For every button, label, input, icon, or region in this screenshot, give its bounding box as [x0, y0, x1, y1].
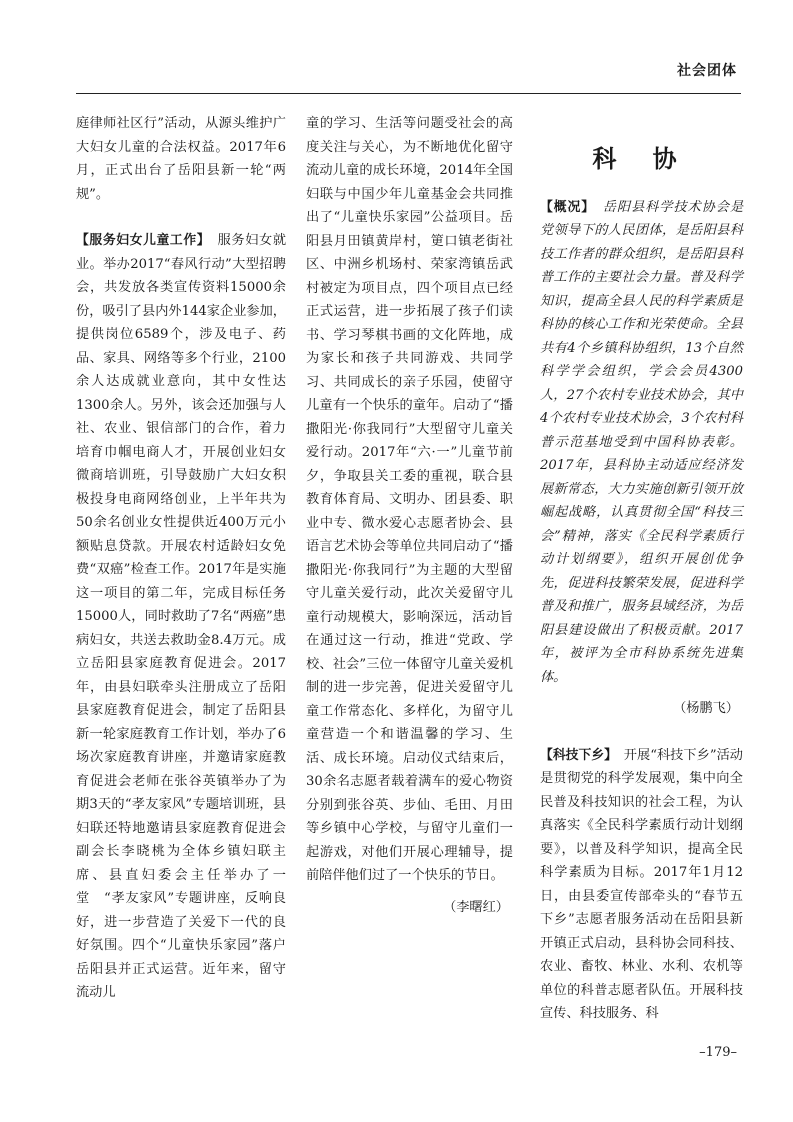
- author-signature: （李曙红）: [443, 899, 509, 915]
- header-rule: [76, 93, 741, 94]
- paragraph-tech-rural: [540, 744, 743, 1026]
- paragraph-women-service: [76, 229, 286, 1005]
- paragraph-body: 服务妇女就业。举办2017“春风行动”大型招聘会，共发放各类宣传资料15000余份，吸引了县内外144家企业参加，提供岗位6589个，涉及电子、药品、家具、网络等多个行业，2100余人达成就业意向，其中女性达1300余人。另外，该会还加强与人社、农业、银信部门的合作，着力培育巾帼电商人才，开展创业妇女微商培训班，引导鼓励广大妇女积极投身电商网络创业，上半年共为50余名创业女性提供近400万元小额贴息贷款。开展农村适龄妇女免费“双癌”检查工作。2017年是实施这一项目的第二年，完成目标任务15000人，同时救助了7名“两癌”患病妇女，共送去救助金8.4万元。成立岳阳县家庭教育促进会。2017年，由县妇联牵头注册成立了岳阳县家庭教育促进会，制定了岳阳县新一轮家庭教育工作计划，举办了6场次家庭教育讲座，并邀请家庭教育促进会老师在张谷英镇举办了为期3天的“孝友家风”专题培训班，县妇联还特地邀请县家庭教育促进会副会长李晓桃为全体乡镇妇联主席、县直妇委会主任举办了一堂 “孝友家风”专题讲座，反响良好，进一步营造了关爱下一代的良好氛围。四个“儿童快乐家园”落户岳阳县并正式运营。近年来，留守流动儿: [76, 233, 287, 1000]
- paragraph: 庭律师社区行”活动，从源头维护广大妇女儿童的合法权益。2017年6月，正式出台了岳阳县新一轮“两规”。: [76, 116, 286, 202]
- column-2: [306, 112, 513, 919]
- author-signature: （杨鹏飞）: [673, 701, 739, 716]
- paragraph-lead: 【服务妇女儿童工作】: [76, 233, 204, 248]
- section-title: 科 协: [592, 145, 691, 173]
- paragraph-overview: [540, 196, 743, 690]
- section-header-title: 社会团体: [677, 63, 737, 79]
- column-1: [76, 112, 286, 1005]
- paragraph-body: 岳阳县科学技术协会是党领导下的人民团体，是岳阳县科技工作者的群众组织，是岳阳县科普工作的主要社会力量。普及科学知识，提高全县人民的科学素质是科协的核心工作和光荣使命。全县共有4个乡镇科协组织，13个自然科学学会组织，学会会员4300人，27个农村专业技术协会，其中4个农村专业技术协会，3个农村科普示范基地受到中国科协表彰。2017年，县科协主动适应经济发展新常态，大力实施创新引领开放崛起战略，认真贯彻全国“科技三会”精神，落实《全民科学素质行动计划纲要》，组织开展创优争先，促进科技繁荣发展，促进科学普及和推广，服务县域经济，为岳阳县建设做出了积极贡献。2017年，被评为全市科协系统先进集体。: [540, 199, 744, 685]
- column-3: [540, 112, 743, 1026]
- page-number: –179–: [699, 1045, 737, 1060]
- paragraph-lead: 【科技下乡】: [540, 747, 611, 763]
- paragraph-body: 开展“科技下乡”活动是贯彻党的科学发展观，集中向全民普及科技知识的社会工程，为认真落实《全民科学素质行动计划纲要》，以普及科学知识，提高全民科学素质为目标。2017年1月12日，由县委宣传部牵头的“春节五下乡”志愿者服务活动在岳阳县新开镇正式启动，县科协会同科技、农业、畜牧、林业、水利、农机等单位的科普志愿者队伍。开展科技宣传、科技服务、科: [540, 747, 743, 1021]
- paragraph-lead: 【概况】: [540, 199, 589, 215]
- paragraph: 童的学习、生活等问题受社会的高度关注与关心，为不断地优化留守流动儿童的成长环境，2014年全国妇联与中国少年儿童基金会共同推出了“儿童快乐家园”公益项目。岳阳县月田镇黄岸村，筻口镇老街社区、中洲乡机场村、荣家湾镇岳武村被定为项目点，四个项目点已经正式运营，进一步拓展了孩子们读书、学习琴棋书画的文化阵地，成为家长和孩子共同游戏、共同学习、共同成长的亲子乐园，使留守儿童有一个快乐的童年。启动了“播撒阳光·你我同行”大型留守儿童关爱行动。2017年“六·一”儿童节前夕，争取县关工委的重视，联合县教育体育局、文明办、团县委、职业中专、微水爱心志愿者协会、县语言艺术协会等单位共同启动了“播撒阳光·你我同行”为主题的大型留守儿童关爱行动，此次关爱留守儿童行动规模大，影响深远，活动旨在通过这一行动，推进“党政、学校、社会”三位一体留守儿童关爱机制的进一步完善，促进关爱留守儿童工作常态化、多样化，为留守儿童营造一个和谐温馨的学习、生活、成长环境。启动仪式结束后，30余名志愿者载着满车的爱心物资分别到张谷英、步仙、毛田、月田等乡镇中心学校，与留守儿童们一起游戏，对他们开展心理辅导，提前陪伴他们过了一个快乐的节日。: [306, 116, 513, 883]
